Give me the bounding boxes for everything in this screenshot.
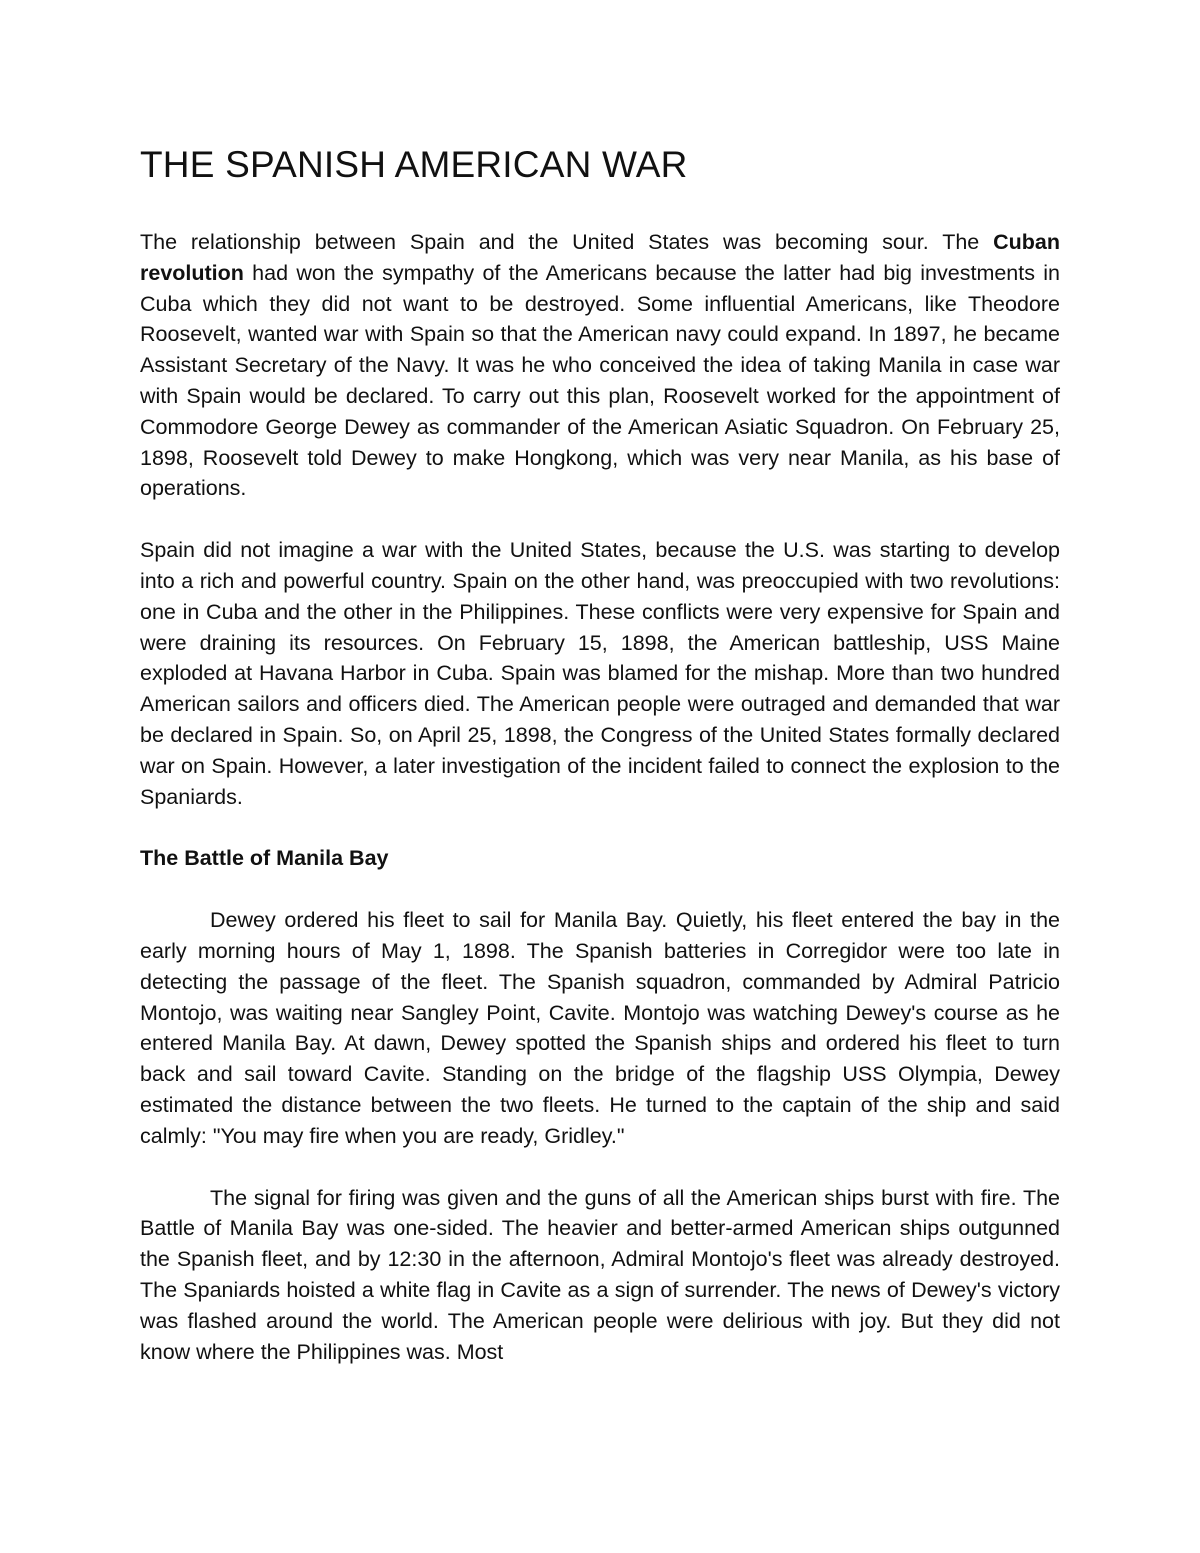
paragraph-4: The signal for firing was given and the guns of all the American ships burst with fire. The Battle of Manila Bay was one-sided. The heavier and better-armed American ships outgunned the Spanish fleet, and by 12:30 in the afternoon, Admiral Montojo's fleet was already destroyed. The Spaniards hoisted a white flag in Cavite as a sign of surrender. The news of Dewey's victory was flashed around the world. The American people were delirious with joy. But they did not know where the Philippines was. Most bbox=[140, 1185, 1060, 1364]
document-page bbox=[140, 138, 1060, 1398]
paragraph-3: Dewey ordered his fleet to sail for Manila Bay. Quietly, his fleet entered the bay in the early morning hours of May 1, 1898. The Spanish batteries in Corregidor were too late in detecting the passage of the fleet. The Spanish squadron, commanded by Admiral Patricio Montojo, was waiting near Sangley Point, Cavite. Montojo was watching Dewey's course as he entered Manila Bay. At dawn, Dewey spotted the Spanish ships and ordered his fleet to turn back and sail toward Cavite. Standing on the bridge of the flagship USS Olympia, Dewey estimated the distance between the two fleets. He turned to the captain of the ship and said calmly: "You may fire when you are ready, Gridley." bbox=[140, 908, 1060, 1148]
paragraph-1 bbox=[140, 227, 1060, 504]
document-title: THE SPANISH AMERICAN WAR bbox=[140, 144, 688, 185]
paragraph-1-bold-term: Cuban revolution bbox=[140, 230, 1060, 285]
section-heading: The Battle of Manila Bay bbox=[140, 846, 389, 871]
paragraph-1-intro: The relationship between Spain and the United States was becoming sour. The bbox=[140, 230, 994, 254]
paragraph-2: Spain did not imagine a war with the United States, because the U.S. was starting to develop into a rich and powerful country. Spain on the other hand, was preoccupied with two revolutions: one in Cuba and the other in the Philippines. These conflicts were very expensive for Spain and were draining its resources. On February 15, 1898, the American battleship, USS Maine exploded at Havana Harbor in Cuba. Spain was blamed for the mishap. More than two hundred American sailors and officers died. The American people were outraged and demanded that war be declared in Spain. So, on April 25, 1898, the Congress of the United States formally declared war on Spain. However, a later investigation of the incident failed to connect the explosion to the Spaniards. bbox=[140, 538, 1060, 809]
paragraph-1-rest: had won the sympathy of the Americans because the latter had big investments in Cuba which they did not want to be destroyed. Some influential Americans, like Theodore Roosevelt, wanted war with Spain so that the American navy could expand. In 1897, he became Assistant Secretary of the Navy. It was he who conceived the idea of taking Manila in case war with Spain would be declared. To carry out this plan, Roosevelt worked for the appointment of Commodore George Dewey as commander of the American Asiatic Squadron. On February 25, 1898, Roosevelt told Dewey to make Hongkong, which was very near Manila, as his base of operations. bbox=[140, 260, 1060, 501]
